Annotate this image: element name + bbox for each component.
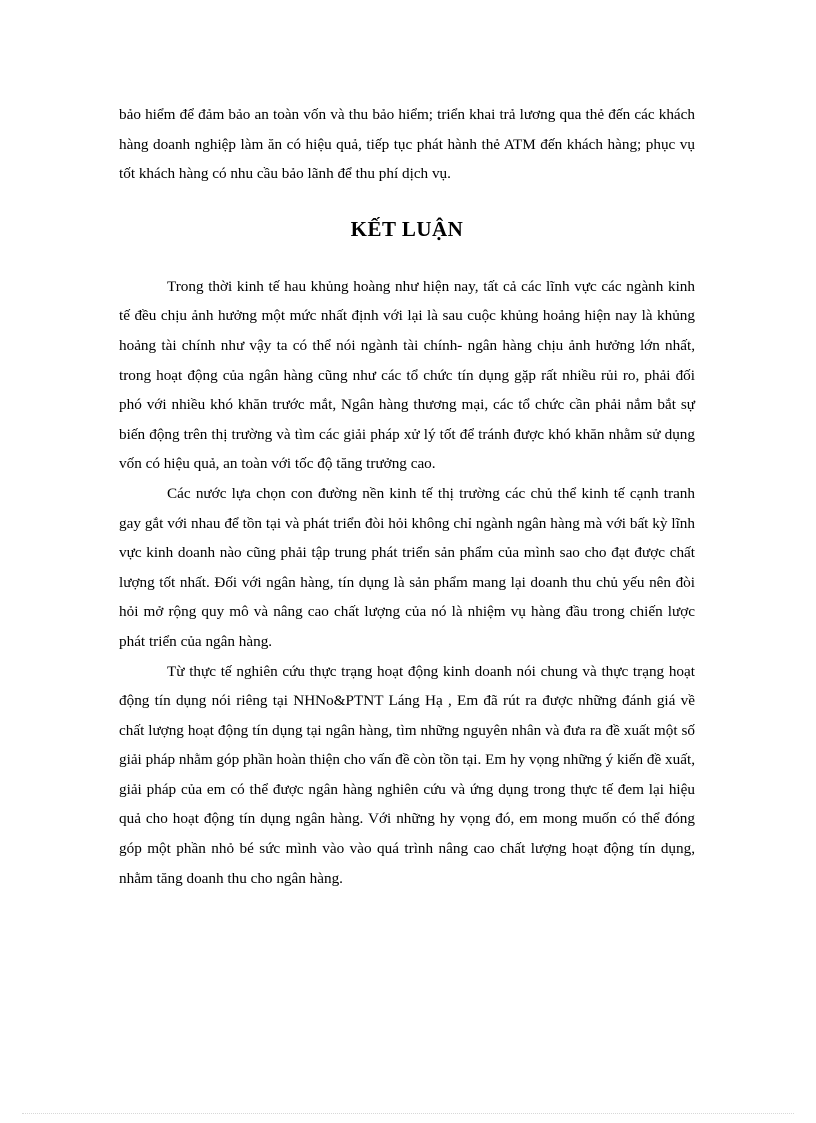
page-bottom-border <box>22 1113 794 1114</box>
conclusion-paragraph-2: Các nước lựa chọn con đường nền kinh tế thị trường các chủ thể kinh tế cạnh tranh gay gắt với nhau để tồn tại và phát triển đòi hỏi không chỉ ngành ngân hàng mà với bất kỳ lĩnh vực kinh doanh nào cũng phải tập trung phát triển sản phẩm của mình sao cho đạt được chất lượng tốt nhất. Đối với ngân hàng, tín dụng là sản phẩm mang lại doanh thu chủ yếu nên đòi hỏi mở rộng quy mô và nâng cao chất lượng của nó là nhiệm vụ hàng đầu trong chiến lược phát triển của ngân hàng. <box>119 484 695 650</box>
conclusion-paragraph-1: Trong thời kinh tế hau khủng hoàng như hiện nay, tất cả các lĩnh vực các ngành kinh tế đều chịu ảnh hưởng một mức nhất định với lại là sau cuộc khủng hoảng hiện nay là khủng hoảng tài chính như vậy ta có thể nói ngành tài chính- ngân hàng chịu ảnh hưởng lớn nhất, trong hoạt động của ngân hàng cũng như các tổ chức tín dụng gặp rất nhiều rủi ro, phải đối phó với nhiều khó khăn trước mắt, Ngân hàng thương mại, các tổ chức cần phải nắm bắt sự biến động trên thị trường và tìm các giải pháp xử lý tốt để tránh được khó khăn nhằm sử dụng vốn có hiệu quả, an toàn với tốc độ tăng trưởng cao. <box>119 277 695 473</box>
document-body <box>119 100 695 893</box>
intro-paragraph: bảo hiểm để đảm bảo an toàn vốn và thu bảo hiểm; triển khai trả lương qua thẻ đến các khách hàng doanh nghiệp làm ăn có hiệu quả, tiếp tục phát hành thẻ ATM đến khách hàng; phục vụ tốt khách hàng có nhu cầu bảo lãnh để thu phí dịch vụ. <box>119 106 695 183</box>
section-heading: KẾT LUẬN <box>350 216 464 241</box>
conclusion-paragraph-3: Từ thực tế nghiên cứu thực trạng hoạt động kinh doanh nói chung và thực trạng hoạt động tín dụng nói riêng tại NHNo&PTNT Láng Hạ , Em đã rút ra được những đánh giá về chất lượng hoạt động tín dụng tại ngân hàng, tìm những nguyên nhân và đưa ra đề xuất một số giải pháp nhằm góp phần hoàn thiện cho vấn đề còn tồn tại. Em hy vọng những ý kiến đề xuất, giải pháp của em có thể được ngân hàng nghiên cứu và ứng dụng trong thực tế đem lại hiệu quả cho hoạt động tín dụng ngân hàng. Với những hy vọng đó, em mong muốn có thể đóng góp một phần nhỏ bé sức mình vào vào quá trình nâng cao chất lượng hoạt động tín dụng, nhằm tăng doanh thu cho ngân hàng. <box>119 662 695 887</box>
